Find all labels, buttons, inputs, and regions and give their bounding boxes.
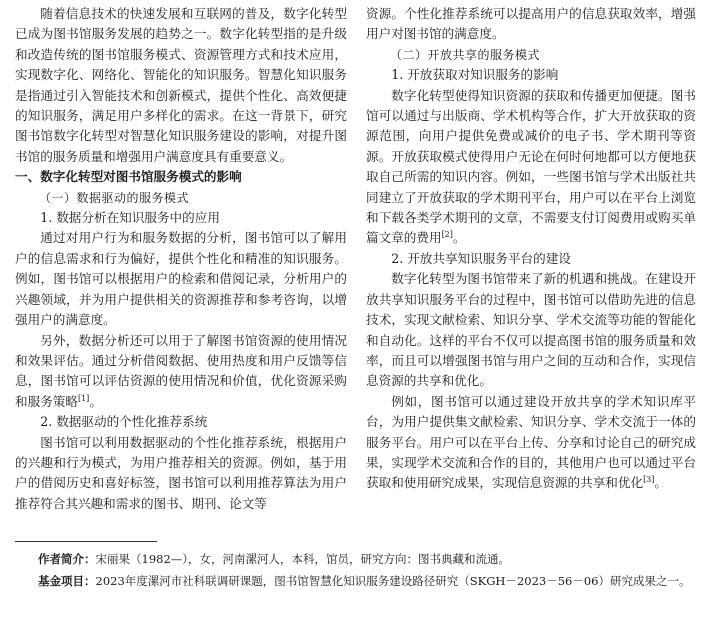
item-heading-3: 1. 开放获取对知识服务的影响 xyxy=(391,67,559,83)
body-paragraph: 通过对用户行为和服务数据的分析，图书馆可以了解用户的信息需求和行为偏好，提供个性化和精准的知识服务。例如，图书馆可以根据用户的检索和借阅记录，分析用户的兴趣领域，并为用户提供相关的资源推荐和参考咨询，以增强用户的满意度。 xyxy=(15,230,347,328)
citation-ref-2: [2] xyxy=(441,230,453,240)
continued-paragraph: 资源。个性化推荐系统可以提高用户的信息获取效率，增强用户对图书馆的满意度。 xyxy=(366,6,696,42)
subsection-heading-2: （二）开放共享的服务模式 xyxy=(390,47,541,62)
author-label: 作者简介： xyxy=(38,552,96,566)
body-paragraph: 图书馆可以利用数据驱动的个性化推荐系统，根据用户的兴趣和行为模式，为用户推荐相关的资源。例如，基于用户的借阅历史和喜好标签，图书馆可以利用推荐算法为用户推荐符合其兴趣和需求的图书、期刊、论文等 xyxy=(15,434,347,511)
body-paragraph-with-ref xyxy=(366,392,696,494)
fund-label: 基金项目： xyxy=(38,574,96,588)
right-column xyxy=(366,4,696,494)
author-note xyxy=(15,548,698,570)
fund-text: 2023年度漯河市社科联调研课题，图书馆智慧化知识服务建设路径研究（SKGH－2023－56－06）研究成果之一。 xyxy=(95,574,691,588)
citation-ref-3: [3] xyxy=(643,475,655,485)
item-heading-4: 2. 开放共享知识服务平台的建设 xyxy=(391,250,571,266)
item-heading-1: 1. 数据分析在知识服务中的应用 xyxy=(40,210,220,226)
body-text: 另外，数据分析还可以用于了解图书馆资源的使用情况和效果评估。通过分析借阅数据、使用热度和用户反馈等信息，图书馆可以评估资源的使用情况和价值，优化资源采购和服务策略 xyxy=(15,332,347,409)
footnotes xyxy=(15,548,698,592)
footnote-divider xyxy=(15,541,157,542)
item-heading-2: 2. 数据驱动的个性化推荐系统 xyxy=(40,414,208,430)
body-text-end: 。 xyxy=(89,393,102,409)
author-text: 宋丽果（1982—），女，河南漯河人，本科，馆员，研究方向：图书典藏和流通。 xyxy=(95,552,511,566)
body-paragraph-with-ref xyxy=(366,86,696,249)
intro-paragraph: 随着信息技术的快速发展和互联网的普及，数字化转型已成为图书馆服务发展的趋势之一。数字化转型指的是升级和改造传统的图书馆服务模式、资源管理方式和技术应用，实现数字化、网络化、智能化的知识服务。智慧化知识服务是指通过引入智能技术和创新模式，提供个性化、高效便捷的知识服务，满足用户多样化的需求。在这一背景下，研究图书馆数字化转型对智慧化知识服务建设的影响，对提升图书馆的服务质量和增强用户满意度具有重要意义。 xyxy=(15,6,347,164)
body-text: 数字化转型使得知识资源的获取和传播更加便捷。图书馆可以通过与出版商、学术机构等合作，扩大开放获取的资源范围，向用户提供免费或减价的电子书、学术期刊等资源。开放获取模式使得用户无论在何时何地都可以方便地获取自己所需的知识内容。例如，一些图书馆与学术出版社共同建立了开放获取的学术期刊平台，用户可以在平台上浏览和下载各类学术期刊的文章，不需要支付订阅费用或购买单篇文章的费用 xyxy=(366,87,696,246)
body-paragraph-with-ref xyxy=(15,331,347,413)
subsection-heading-1: （一）数据驱动的服务模式 xyxy=(39,190,190,205)
body-paragraph: 数字化转型为图书馆带来了新的机遇和挑战。在建设开放共享知识服务平台的过程中，图书馆可以借助先进的信息技术，实现文献检索、知识分享、学术交流等功能的智能化和自动化。这样的平台不仅可以提高图书馆的服务质量和效率，而且可以增强图书馆与用户之间的互动和合作，实现信息资源的共享和优化。 xyxy=(366,271,696,389)
body-text-end: 。 xyxy=(654,475,667,491)
body-text-end: 。 xyxy=(452,230,466,246)
body-text: 例如，图书馆可以通过建设开放共享的学术知识库平台，为用户提供集文献检索、知识分享、学术交流于一体的服务平台。用户可以在平台上传、分享和讨论自己的研究成果，实现学术交流和合作的目的，其他用户也可以通过平台获取和使用研究成果，实现信息资源的共享和优化 xyxy=(366,393,696,491)
section-heading-1: 一、数字化转型对图书馆服务模式的影响 xyxy=(15,169,242,185)
fund-note xyxy=(15,570,698,592)
left-column xyxy=(15,4,347,514)
citation-ref-1: [1] xyxy=(77,393,90,403)
